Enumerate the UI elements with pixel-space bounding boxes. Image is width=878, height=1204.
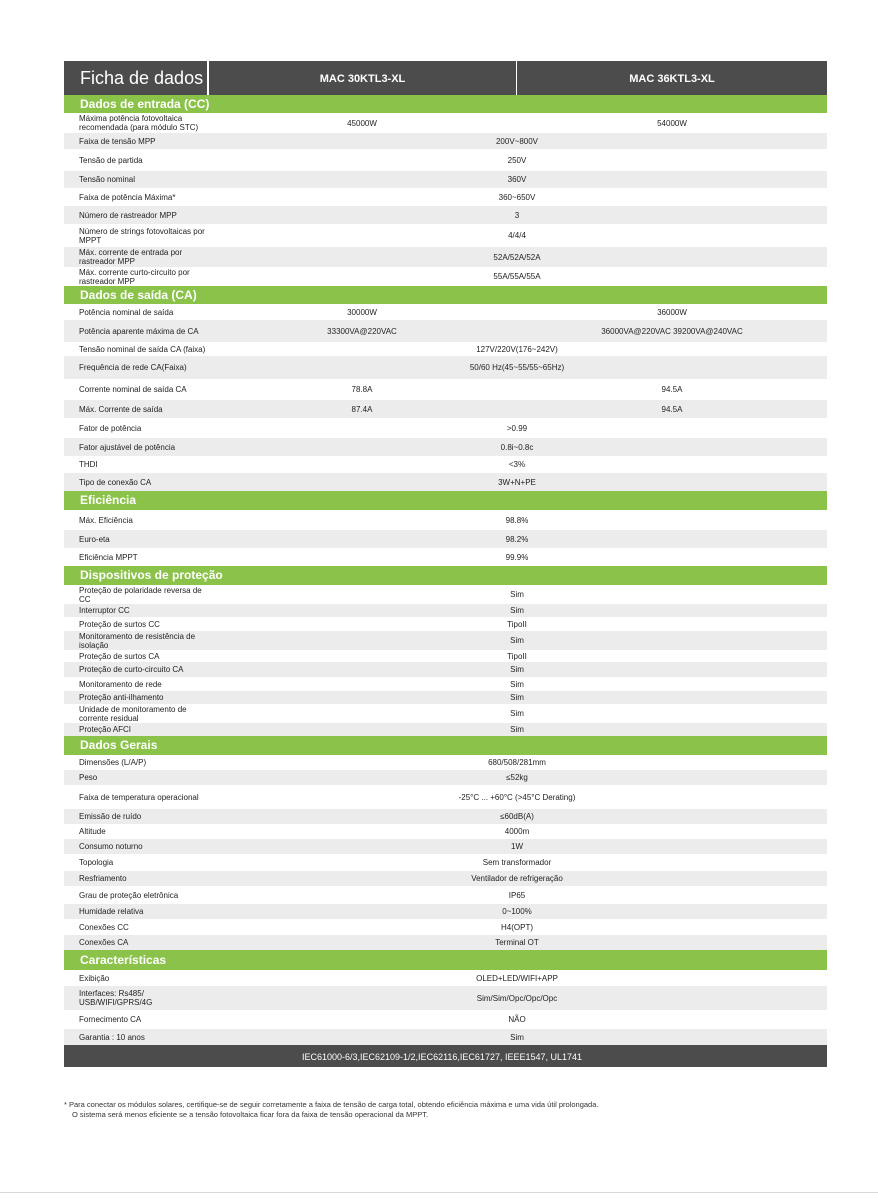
model-2-value: 54000W	[657, 118, 687, 128]
row-value: 360~650V	[498, 192, 536, 202]
table-row	[64, 304, 827, 320]
model-1-value: 87.4A	[351, 404, 373, 414]
row-label: Fator ajustável de potência	[79, 442, 176, 452]
row-label: Humidade relativa	[79, 907, 144, 916]
row-value: 680/508/281mm	[488, 758, 546, 767]
row-label: THDI	[79, 460, 98, 469]
row-label: Faixa de temperatura operacional	[79, 792, 199, 802]
table-row	[64, 585, 827, 604]
row-value: Sem transformador	[482, 858, 552, 867]
table-row	[64, 755, 827, 770]
row-label: Interfaces: Rs485/ USB/WIFI/GPRS/4G	[79, 989, 153, 1007]
table-row	[64, 871, 827, 886]
row-label: Tensão nominal	[79, 175, 136, 184]
table-row	[64, 677, 827, 691]
table-row	[64, 935, 827, 950]
row-value: 360V	[507, 175, 527, 184]
row-label: Número de rastreador MPP	[79, 210, 177, 220]
row-value: 1W	[511, 842, 523, 851]
row-label: Monitoramento de rede	[79, 679, 162, 689]
table-row	[64, 456, 827, 473]
table-row	[64, 919, 827, 935]
row-value: Sim	[510, 590, 524, 599]
row-label: Número de strings fotovoltaicas por MPPT	[79, 226, 205, 245]
table-row	[64, 809, 827, 824]
page-divider	[0, 1192, 878, 1193]
table-row	[64, 1029, 827, 1045]
datasheet-table	[64, 61, 827, 1067]
model-2-header: MAC 36KTL3-XL	[629, 73, 715, 85]
row-label: Consumo noturno	[79, 842, 143, 851]
row-value: 0.8i~0.8c	[500, 442, 534, 452]
row-label: Fator de potência	[79, 423, 142, 433]
table-row	[64, 171, 827, 188]
row-value: Sim	[510, 636, 524, 645]
row-value: Sim	[510, 709, 524, 718]
row-label: Emissão de ruído	[79, 812, 142, 821]
table-body	[64, 95, 827, 1045]
row-value: Sim	[510, 606, 524, 615]
model-1-value: 78.8A	[351, 385, 373, 394]
row-value: Sim	[510, 1032, 524, 1042]
table-row	[64, 986, 827, 1010]
table-row	[64, 113, 827, 133]
table-row	[64, 650, 827, 662]
row-label: Altitude	[79, 827, 106, 836]
row-value: ≤52kg	[506, 773, 528, 782]
table-row	[64, 691, 827, 704]
row-label: Proteção de curto-circuito CA	[79, 665, 184, 674]
row-label: Eficiência MPPT	[79, 552, 138, 562]
section-header: Características	[64, 950, 827, 970]
row-value: 99.9%	[505, 552, 529, 562]
row-label: Tensão nominal de saída CA (faixa)	[79, 344, 206, 354]
table-row	[64, 785, 827, 809]
table-row	[64, 400, 827, 418]
row-label: Tipo de conexão CA	[79, 477, 152, 487]
footnote-line-2: O sistema será menos eficiente se a tensão fotovoltaica ficar fora da faixa de tensão operacional da MPPT.	[72, 1110, 429, 1119]
table-row	[64, 723, 827, 736]
table-header	[64, 61, 827, 95]
row-label: Proteção anti-ilhamento	[79, 693, 164, 702]
certifications-bar	[64, 1045, 827, 1067]
table-row	[64, 149, 827, 171]
row-value: 3W+N+PE	[498, 477, 536, 487]
row-value: H4(OPT)	[501, 922, 533, 932]
row-value: Sim/Sim/Opc/Opc/Opc	[476, 993, 558, 1003]
model-1-header: MAC 30KTL3-XL	[207, 61, 517, 95]
table-row	[64, 704, 827, 723]
table-row	[64, 188, 827, 206]
model-1-value: 45000W	[347, 118, 377, 128]
row-value: >0.99	[506, 423, 528, 433]
row-label: Conexões CC	[79, 922, 129, 932]
model-2-value: 94.5A	[661, 385, 683, 394]
section-header: Dados de entrada (CC)	[64, 95, 827, 113]
model-2-value: 36000VA@220VAC 39200VA@240VAC	[601, 326, 743, 336]
table-row	[64, 206, 827, 224]
table-row	[64, 886, 827, 904]
row-label: Potência nominal de saída	[79, 307, 174, 317]
row-value: Sim	[510, 679, 524, 689]
row-value: TipoII	[507, 651, 527, 661]
row-label: Proteção de surtos CA	[79, 651, 160, 661]
row-label: Proteção de polaridade reversa de CC	[79, 585, 202, 604]
table-row	[64, 418, 827, 438]
row-value: 200V~800V	[495, 136, 539, 146]
row-label: Grau de proteção eletrônica	[79, 890, 179, 900]
row-value: 98.2%	[505, 534, 529, 544]
row-value: 0~100%	[502, 907, 532, 916]
row-value: 4/4/4	[508, 231, 526, 240]
row-label: Exibição	[79, 973, 110, 983]
row-label: Máx. corrente de entrada por rastreador MPP	[79, 248, 183, 266]
row-value: Sim	[510, 725, 524, 734]
row-label: Proteção AFCI	[79, 725, 132, 734]
row-value: 3	[514, 210, 520, 220]
row-label: Conexões CA	[79, 938, 129, 947]
row-label: Monitoramento de resistência de isolação	[79, 631, 196, 650]
row-value: 52A/52A/52A	[493, 252, 541, 262]
row-label: Faixa de tensão MPP	[79, 136, 156, 146]
row-label: Corrente nominal de saída CA	[79, 385, 187, 394]
table-row	[64, 770, 827, 785]
section-header: Eficiência	[64, 491, 827, 510]
row-value: 55A/55A/55A	[493, 272, 541, 281]
table-row	[64, 342, 827, 356]
row-label: Máx. Corrente de saída	[79, 404, 163, 414]
row-label: Tensão de partida	[79, 155, 143, 165]
model-2-value: 36000W	[657, 307, 687, 317]
table-row	[64, 839, 827, 854]
table-row	[64, 133, 827, 149]
table-row	[64, 510, 827, 530]
row-value: 50/60 Hz(45~55/55~65Hz)	[469, 363, 565, 372]
table-row	[64, 1010, 827, 1029]
row-value: TipoII	[507, 619, 527, 629]
table-row	[64, 247, 827, 267]
row-label: Máx. corrente curto-circuito por rastreador MPP	[79, 267, 190, 286]
footnote	[64, 1100, 844, 1120]
row-value: IP65	[508, 890, 526, 900]
table-row	[64, 548, 827, 566]
row-value: OLED+LED/WIFI+APP	[476, 973, 558, 983]
table-row	[64, 604, 827, 617]
row-value: NÃO	[508, 1015, 526, 1024]
row-label: Faixa de potência Máxima*	[79, 192, 176, 202]
table-row	[64, 904, 827, 919]
section-header: Dados Gerais	[64, 736, 827, 755]
row-value: 4000m	[504, 827, 530, 836]
row-label: Máx. Eficiência	[79, 515, 133, 525]
footnote-line-1: * Para conectar os módulos solares, certifique-se de seguir corretamente a faixa de tensão de carga total, obtendo eficiência máxima e uma vida útil prolongada.	[64, 1100, 599, 1109]
row-value: Terminal OT	[495, 938, 539, 947]
row-label: Proteção de surtos CC	[79, 619, 160, 629]
table-row	[64, 617, 827, 631]
table-row	[64, 473, 827, 491]
table-row	[64, 356, 827, 379]
row-label: Fornecimento CA	[79, 1015, 142, 1024]
table-row	[64, 970, 827, 986]
row-label: Topologia	[79, 858, 114, 867]
table-row	[64, 320, 827, 342]
row-label: Resfriamento	[79, 874, 127, 883]
row-label: Unidade de monitoramento de corrente residual	[79, 704, 187, 723]
table-row	[64, 379, 827, 400]
section-header: Dispositivos de proteção	[64, 566, 827, 585]
row-value: -25°C ... +60°C (>45°C Derating)	[458, 792, 576, 802]
certifications-text: IEC61000-6/3,IEC62109-1/2,IEC62116,IEC61727, IEEE1547, UL1741	[301, 1052, 583, 1062]
row-label: Potência aparente máxima de CA	[79, 326, 199, 336]
row-value: 98.8%	[505, 515, 529, 525]
row-value: Sim	[510, 693, 524, 702]
row-value: 127V/220V(176~242V)	[476, 344, 558, 354]
row-value: Sim	[510, 665, 524, 674]
row-label: Euro-eta	[79, 534, 110, 544]
row-label: Peso	[79, 773, 98, 782]
table-row	[64, 530, 827, 548]
row-label: Frequência de rede CA(Faixa)	[79, 363, 187, 372]
row-label: Interruptor CC	[79, 606, 130, 615]
table-row	[64, 224, 827, 247]
table-row	[64, 854, 827, 871]
datasheet-title: Ficha de dados	[80, 68, 204, 88]
row-value: Ventilador de refrigeração	[471, 874, 563, 883]
row-value: <3%	[508, 460, 526, 469]
model-2-value: 94.5A	[661, 404, 683, 414]
row-value: ≤60dB(A)	[500, 812, 534, 821]
model-1-value: 33300VA@220VAC	[327, 326, 397, 336]
section-header: Dados de saída (CA)	[64, 286, 827, 304]
row-label: Máxima potência fotovoltaica recomendada (para módulo STC)	[79, 114, 199, 132]
model-1-value: 30000W	[347, 307, 377, 317]
row-label: Dimensões (L/A/P)	[79, 758, 147, 767]
row-value: 250V	[507, 155, 527, 165]
row-label: Garantia : 10 anos	[79, 1032, 145, 1042]
table-row	[64, 662, 827, 677]
table-row	[64, 631, 827, 650]
table-row	[64, 438, 827, 456]
table-row	[64, 267, 827, 286]
table-row	[64, 824, 827, 839]
